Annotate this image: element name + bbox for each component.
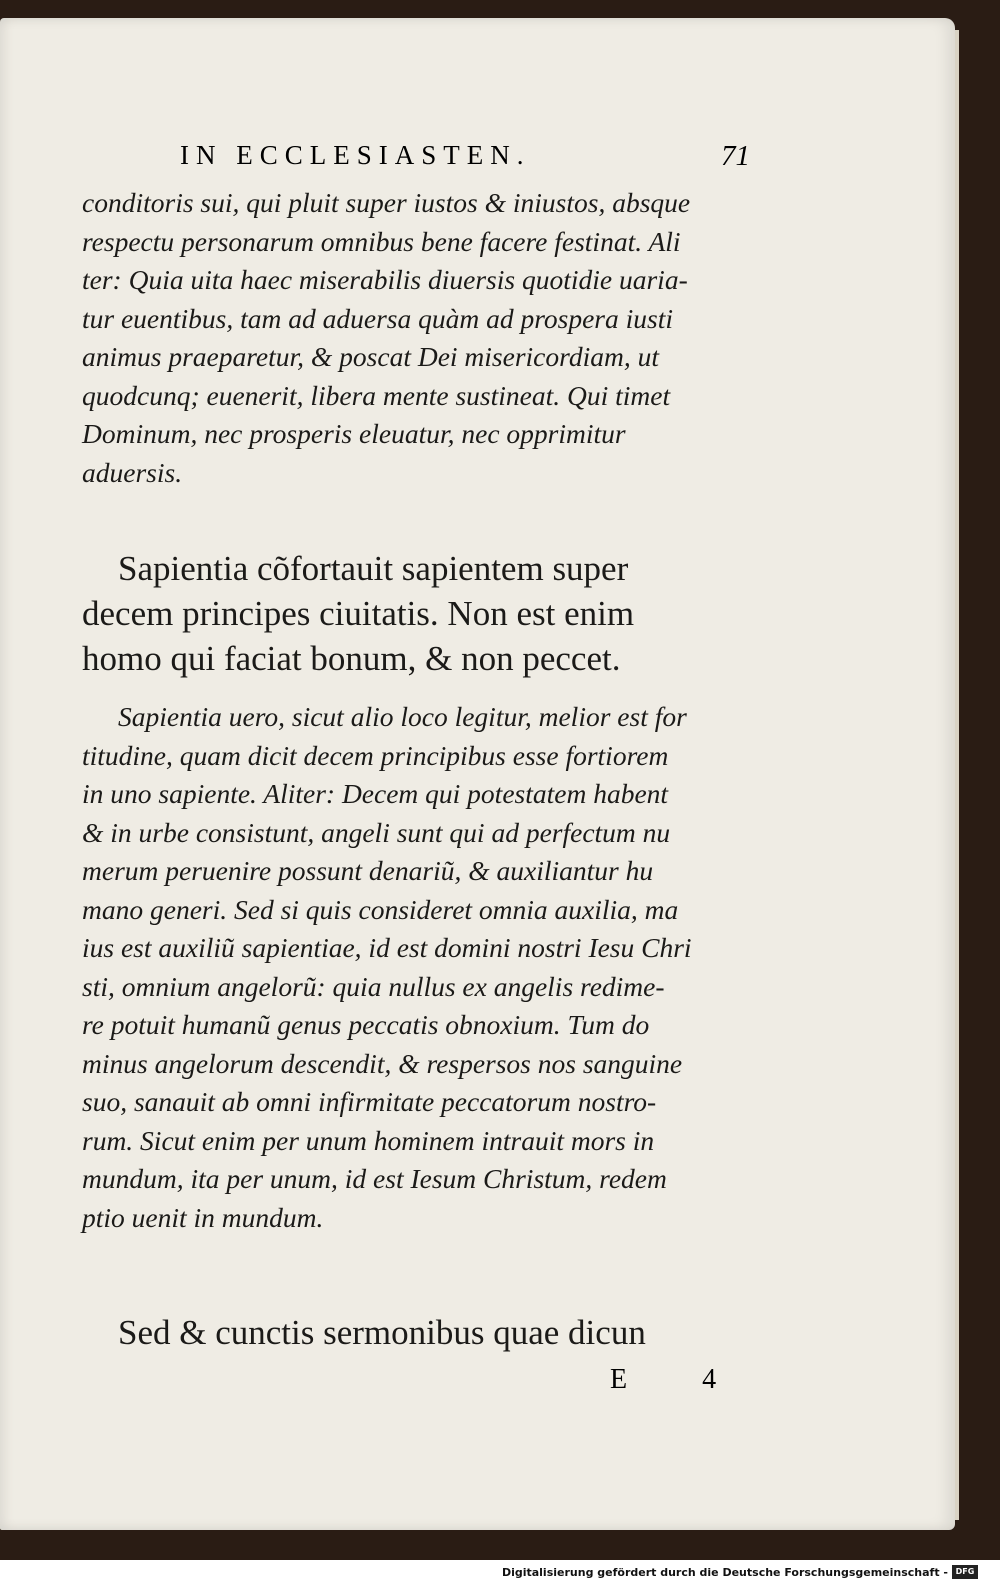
text-line: aduersis. [82, 456, 183, 488]
text-line: suo, sanauit ab omni infirmitate peccatorum nostro- [82, 1086, 657, 1117]
text-line: minus angelorum descendit, & respersos nos sanguine [82, 1047, 683, 1079]
text-line: ptio uenit in mundum. [82, 1201, 324, 1233]
text-line: in uno sapiente. Aliter: Decem qui potestatem habent [82, 778, 669, 809]
text-line: respectu personarum omnibus bene facere festinat. Ali [82, 225, 681, 257]
text-line: quodcunq; euenerit, libera mente sustineat. Qui timet [82, 379, 671, 411]
book-page [0, 18, 955, 1530]
text-line: titudine, quam dicit decem principibus esse fortiorem [82, 739, 669, 771]
page-number: 71 [721, 140, 750, 172]
text-line: mundum, ita per unum, id est Iesum Christum, redem [82, 1163, 667, 1194]
scripture-verse-1 [82, 546, 634, 681]
text-line: tur euentibus, tam ad aduersa quàm ad prospera iusti [82, 302, 673, 334]
text-line: merum peruenire possunt denariũ, & auxiliantur hu [82, 855, 654, 886]
text-line: ter: Quia uita haec miserabilis diuersis quotidie uaria- [82, 264, 688, 295]
verse-line: decem principes ciuitatis. Non est enim [82, 594, 635, 633]
verse-line: Sapientia cõfortauit sapientem super [118, 549, 629, 588]
commentary-paragraph-2 [82, 698, 692, 1237]
scripture-verse-2 [82, 1310, 646, 1355]
dfg-logo: DFG [952, 1565, 978, 1579]
text-line: Dominum, nec prosperis eleuatur, nec opprimitur [82, 418, 626, 449]
running-header [180, 140, 750, 180]
text-line: re potuit humanũ genus peccatis obnoxium. Tum do [82, 1009, 650, 1040]
verse-line: homo qui faciat bonum, & non peccet. [82, 639, 621, 678]
text-line: rum. Sicut enim per unum hominem intrauit mors in [82, 1124, 655, 1156]
text-line: Sapientia uero, sicut alio loco legitur, melior est for [118, 701, 687, 732]
text-line: sti, omnium angelorũ: quia nullus ex angelis redime- [82, 970, 665, 1002]
running-title: IN ECCLESIASTEN. [180, 140, 531, 170]
text-line: & in urbe consistunt, angeli sunt qui ad perfectum nu [82, 816, 671, 848]
text-line: conditoris sui, qui pluit super iustos & iniustos, absque [82, 187, 691, 218]
digitization-footer [0, 1560, 1000, 1587]
signature-mark: E 4 [610, 1364, 751, 1395]
text-line: ius est auxiliũ sapientiae, id est domini nostri Iesu Chri [82, 932, 692, 963]
text-line: mano generi. Sed si quis consideret omnia auxilia, ma [82, 893, 679, 925]
verse-line: Sed & cunctis sermonibus quae dicun [118, 1313, 646, 1352]
text-line: animus praeparetur, & poscat Dei misericordiam, ut [82, 341, 659, 372]
commentary-paragraph-1 [82, 184, 690, 492]
funding-credit: Digitalisierung gefördert durch die Deutsche Forschungsgemeinschaft - [501, 1566, 948, 1579]
